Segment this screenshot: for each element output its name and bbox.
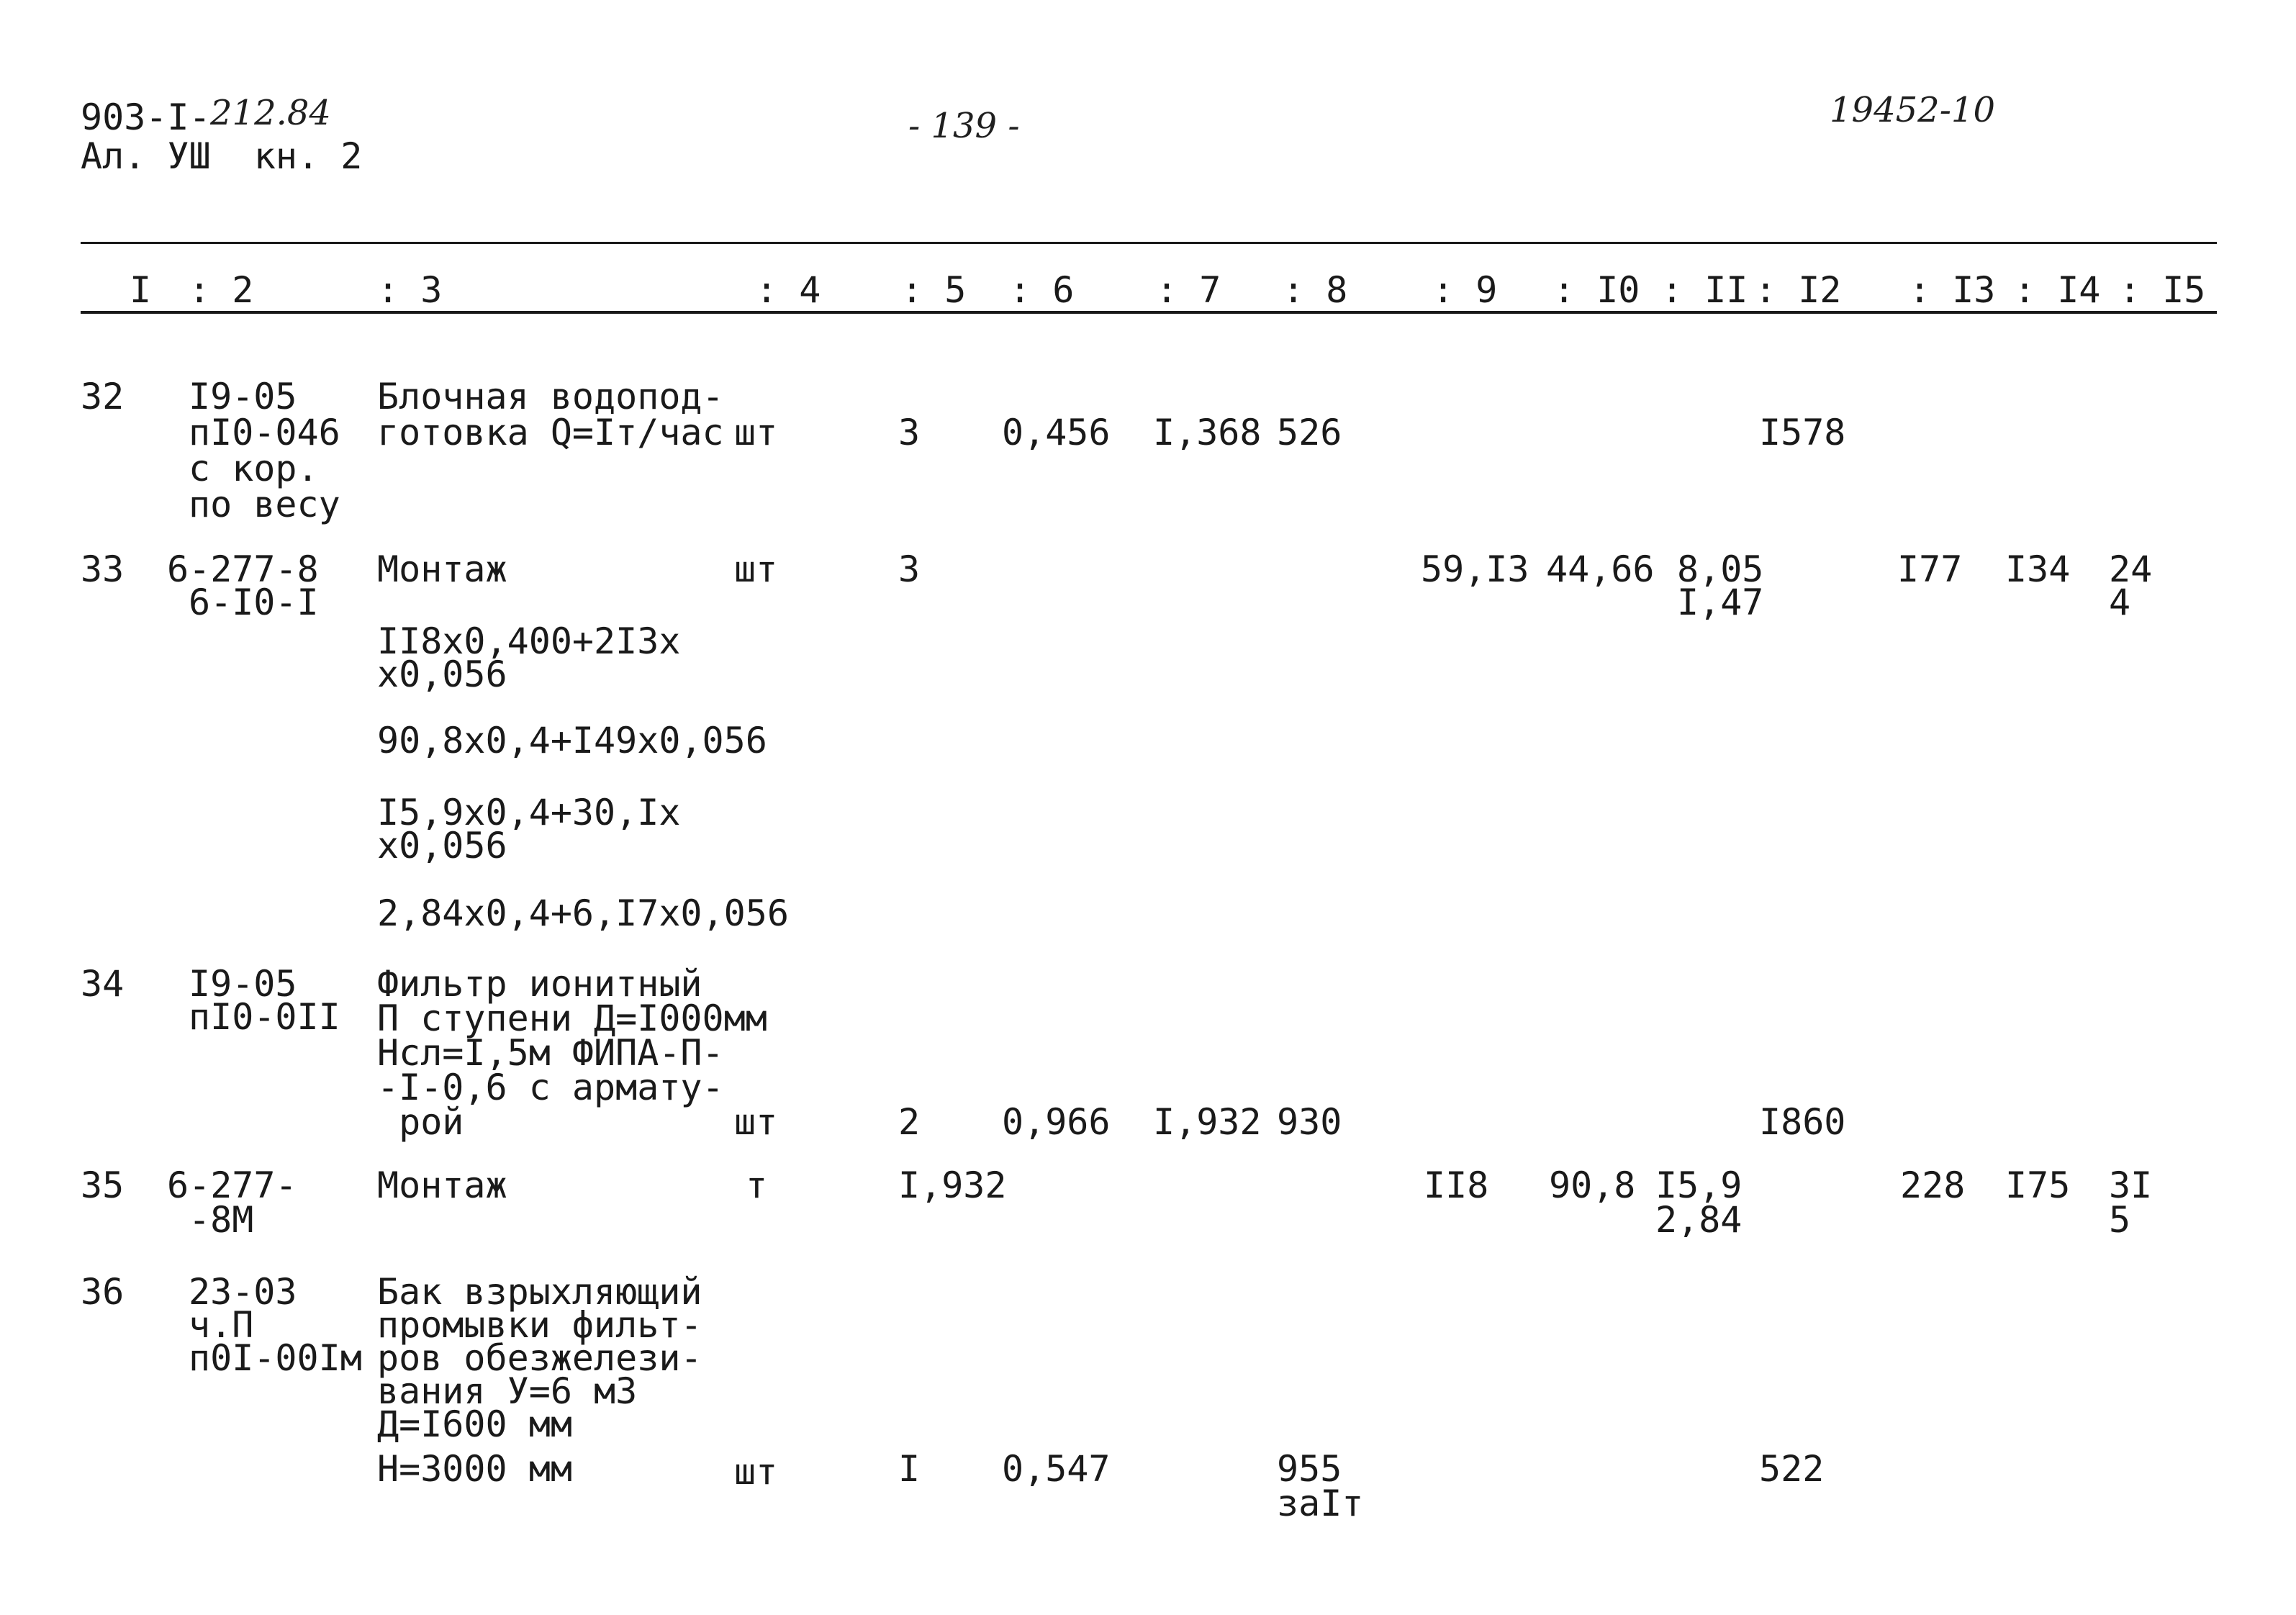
column-header-9: : 9	[1432, 269, 1498, 311]
row-code: -8М	[189, 1199, 254, 1241]
column-header-1: I	[130, 269, 152, 311]
row-name: Блочная водопод-	[377, 376, 724, 417]
row-col-9: II8	[1424, 1164, 1489, 1206]
row-col-11: I,47	[1677, 582, 1764, 623]
column-header-7: : 7	[1156, 269, 1221, 311]
row-name: Н=3000 мм	[377, 1448, 572, 1490]
row-code: 23-03	[189, 1271, 297, 1313]
row-col-13: I77	[1897, 548, 1963, 590]
row-name: -I-0,6 с армату-	[377, 1067, 724, 1108]
row-name: ров обезжелези-	[377, 1337, 702, 1379]
row-unit: шт	[734, 412, 778, 453]
row-quantity: 3	[898, 412, 921, 453]
row-col-6: 0,966	[1002, 1101, 1111, 1143]
formula-line: 90,8x0,4+I49x0,056	[377, 720, 767, 761]
row-col-8: 526	[1277, 412, 1342, 453]
column-header-8: : 8	[1283, 269, 1348, 311]
row-col-13: 228	[1900, 1164, 1966, 1206]
row-col-14: I75	[2005, 1164, 2071, 1206]
row-code: 6-277-8	[167, 548, 319, 590]
formula-line: I5,9x0,4+30,Ix	[377, 792, 681, 833]
row-col-10: 90,8	[1549, 1164, 1636, 1206]
row-col-12: 522	[1759, 1448, 1825, 1490]
formula-line: 2,84x0,4+6,I7x0,056	[377, 892, 789, 934]
row-col-12: I578	[1759, 412, 1846, 453]
row-col-11: 8,05	[1677, 548, 1764, 590]
column-header-3: : 3	[377, 269, 443, 311]
row-col-11: I5,9	[1655, 1164, 1743, 1206]
row-name: Нсл=I,5м ФИПА-П-	[377, 1032, 724, 1074]
row-quantity: 3	[898, 548, 921, 590]
row-code: 6-I0-I	[189, 582, 319, 623]
row-name: вания У=6 м3	[377, 1370, 638, 1412]
doc-code-prefix: 903-I-	[81, 96, 211, 138]
row-code: п0I-00Iм	[189, 1337, 362, 1379]
formula-line: x0,056	[377, 825, 507, 867]
row-code: 6-277-	[167, 1164, 297, 1206]
column-header-14: : I4	[2014, 269, 2101, 311]
row-name: Д=I600 мм	[377, 1403, 572, 1445]
column-header-6: : 6	[1009, 269, 1075, 311]
formula-line: x0,056	[377, 653, 507, 695]
row-col-10: 44,66	[1546, 548, 1655, 590]
row-code: I9-05	[189, 376, 297, 417]
row-col-15: 3I	[2109, 1164, 2153, 1206]
row-col-8: 955	[1277, 1448, 1342, 1490]
row-unit: шт	[734, 1101, 778, 1143]
row-name: Монтаж	[377, 548, 507, 590]
column-header-15: : I5	[2119, 269, 2206, 311]
formula-line: II8x0,400+2I3x	[377, 620, 681, 662]
row-unit: т	[746, 1164, 768, 1206]
row-name: промывки фильт-	[377, 1304, 702, 1346]
row-unit: шт	[734, 548, 778, 590]
row-col-14: I34	[2005, 548, 2071, 590]
table-top-rule	[81, 242, 2217, 244]
row-code: с кор.	[189, 448, 319, 489]
page-number: - 139 -	[908, 106, 1020, 146]
row-code: ч.П	[189, 1304, 254, 1346]
row-name: рой	[377, 1101, 464, 1143]
row-number: 35	[81, 1164, 125, 1206]
inventory-number: 19452-10	[1830, 90, 1995, 130]
row-col-15: 24	[2109, 548, 2153, 590]
row-quantity: 2	[898, 1101, 921, 1143]
column-header-10: : I0	[1553, 269, 1640, 311]
row-number: 34	[81, 963, 125, 1005]
row-quantity: I	[898, 1448, 921, 1490]
column-header-11: : II	[1661, 269, 1748, 311]
column-header-2: : 2	[189, 269, 254, 311]
row-unit: шт	[734, 1451, 778, 1493]
album-line: Ал. УШ кн. 2	[81, 135, 363, 177]
row-number: 33	[81, 548, 125, 590]
row-col-15: 5	[2109, 1199, 2131, 1241]
row-col-15: 4	[2109, 582, 2131, 623]
column-header-12: : I2	[1755, 269, 1842, 311]
row-col-7: I,932	[1153, 1101, 1262, 1143]
row-code: пI0-0II	[189, 996, 340, 1038]
row-col-6: 0,547	[1002, 1448, 1111, 1490]
row-col-6: 0,456	[1002, 412, 1111, 453]
row-number: 36	[81, 1271, 125, 1313]
table-header-rule	[81, 311, 2217, 314]
row-code: I9-05	[189, 963, 297, 1005]
row-number: 32	[81, 376, 125, 417]
row-col-11: 2,84	[1655, 1199, 1743, 1241]
column-header-13: : I3	[1909, 269, 1996, 311]
row-code: пI0-046	[189, 412, 340, 453]
row-name: П ступени Д=I000мм	[377, 998, 767, 1039]
column-header-4: : 4	[756, 269, 821, 311]
row-name: Бак взрыхляющий	[377, 1271, 702, 1313]
row-name: Фильтр ионитный	[377, 963, 702, 1005]
doc-code-handwritten: 212.84	[210, 93, 331, 133]
row-col-8: заIт	[1277, 1483, 1364, 1524]
row-col-8: 930	[1277, 1101, 1342, 1143]
row-code: по весу	[189, 484, 340, 525]
row-col-7: I,368	[1153, 412, 1262, 453]
row-name: Монтаж	[377, 1164, 507, 1206]
row-name: готовка Q=Iт/час	[377, 412, 724, 453]
row-quantity: I,932	[898, 1164, 1007, 1206]
row-col-9: 59,I3	[1421, 548, 1529, 590]
row-col-12: I860	[1759, 1101, 1846, 1143]
column-header-5: : 5	[901, 269, 967, 311]
